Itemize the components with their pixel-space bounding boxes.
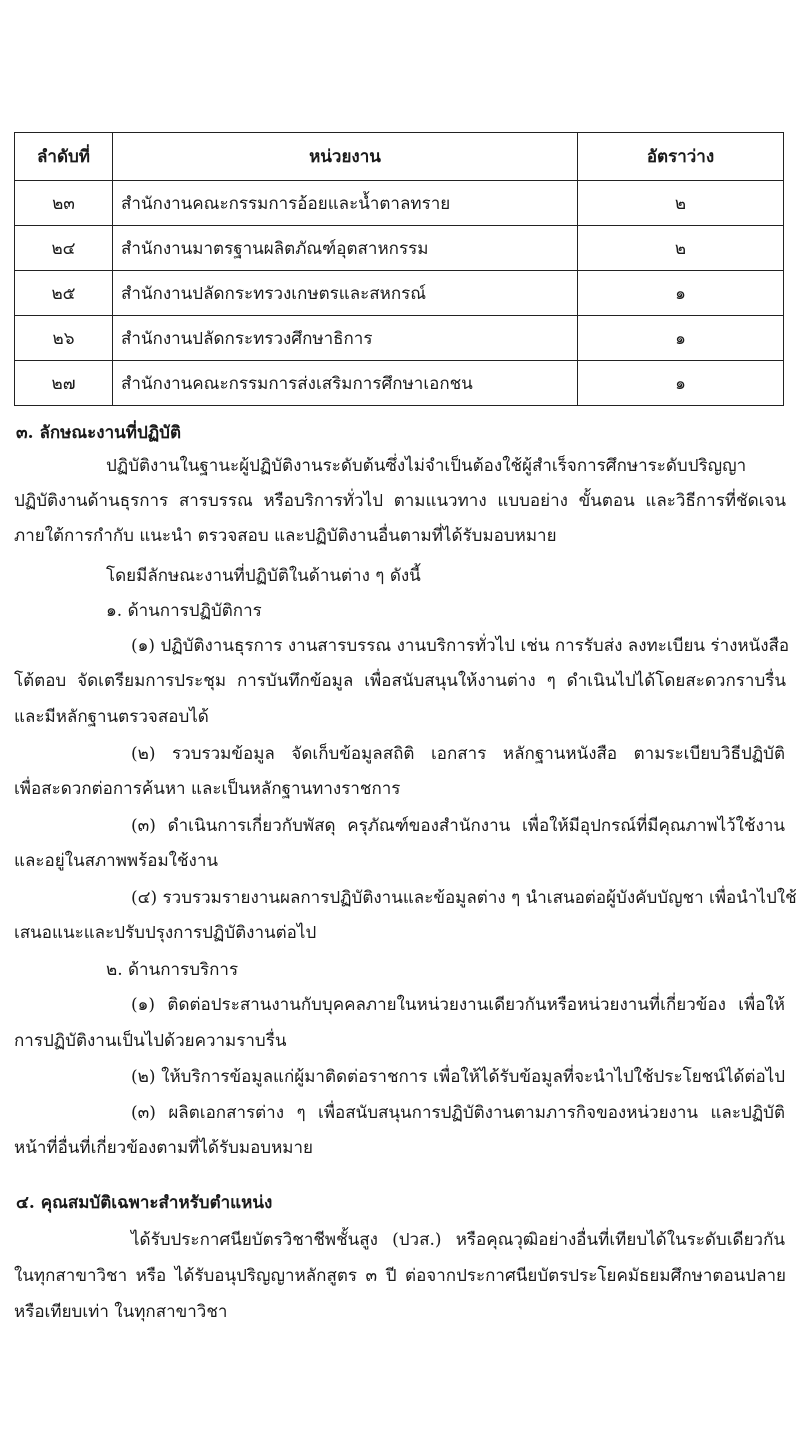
row-vacancy: ๑ (578, 316, 784, 361)
section-3-lead: โดยมีลักษณะงานที่ปฏิบัติในด้านต่าง ๆ ดังนี้ (106, 566, 421, 586)
table-row (15, 361, 784, 406)
row-unit: สำนักงานมาตรฐานผลิตภัณฑ์อุตสาหกรรม (113, 226, 578, 271)
section-3-heading: ๓. ลักษณะงานที่ปฏิบัติ (16, 423, 181, 443)
row-unit: สำนักงานปลัดกระทรวงเกษตรและสหกรณ์ (113, 271, 578, 316)
vacancy-table (14, 132, 784, 406)
operations-item-3-line: และอยู่ในสภาพพร้อมใช้งาน (14, 851, 218, 871)
operations-item-2-line: (๒) รวบรวมข้อมูล จัดเก็บข้อมูลสถิติ เอกสาร หลักฐานหนังสือ ตามระเบียบวิธีปฏิบัติ (131, 744, 785, 764)
section-4-line: หรือเทียบเท่า ในทุกสาขาวิชา (14, 1302, 228, 1322)
header-unit: หน่วยงาน (113, 133, 578, 181)
table-row (15, 181, 784, 226)
table-row (15, 226, 784, 271)
section-3-intro-line: ภายใต้การกำกับ แนะนำ ตรวจสอบ และปฏิบัติงานอื่นตามที่ได้รับมอบหมาย (14, 526, 557, 546)
table-header-row (15, 133, 784, 181)
row-vacancy: ๑ (578, 361, 784, 406)
subsection-services-title: ๒. ด้านการบริการ (106, 960, 239, 980)
services-item-3-line: หน้าที่อื่นที่เกี่ยวข้องตามที่ได้รับมอบหมาย (14, 1138, 313, 1158)
row-unit: สำนักงานคณะกรรมการส่งเสริมการศึกษาเอกชน (113, 361, 578, 406)
header-order: ลำดับที่ (15, 133, 113, 181)
table-row (15, 271, 784, 316)
operations-item-4-line: (๔) รวบรวมรายงานผลการปฏิบัติงานและข้อมูลต่าง ๆ นำเสนอต่อผู้บังคับบัญชา เพื่อนำไปใช้ (131, 888, 797, 908)
row-order: ๒๗ (15, 361, 113, 406)
operations-item-1-line: โต้ตอบ จัดเตรียมการประชุม การบันทึกข้อมูล เพื่อสนับสนุนให้งานต่าง ๆ ดำเนินไปได้โดยสะดวกราบรื่น (14, 671, 786, 691)
services-item-1-line: (๑) ติดต่อประสานงานกับบุคคลภายในหน่วยงานเดียวกันหรือหน่วยงานที่เกี่ยวข้อง เพื่อให้ (131, 995, 785, 1015)
operations-item-1-line: และมีหลักฐานตรวจสอบได้ (14, 707, 209, 727)
services-item-3-line: (๓) ผลิตเอกสารต่าง ๆ เพื่อสนับสนุนการปฏิบัติงานตามภารกิจของหน่วยงาน และปฏิบัติ (131, 1103, 785, 1123)
table-row (15, 316, 784, 361)
row-order: ๒๖ (15, 316, 113, 361)
row-order: ๒๔ (15, 226, 113, 271)
section-3-intro-line: ปฏิบัติงานในฐานะผู้ปฏิบัติงานระดับต้นซึ่งไม่จำเป็นต้องใช้ผู้สำเร็จการศึกษาระดับปริญญา (106, 456, 747, 476)
header-vacancy: อัตราว่าง (578, 133, 784, 181)
section-3-intro-line: ปฏิบัติงานด้านธุรการ สารบรรณ หรือบริการทั่วไป ตามแนวทาง แบบอย่าง ขั้นตอน และวิธีการที่ชัดเจน (14, 491, 786, 511)
services-item-1-line: การปฏิบัติงานเป็นไปด้วยความราบรื่น (14, 1031, 287, 1051)
section-4-line: ในทุกสาขาวิชา หรือ ได้รับอนุปริญญาหลักสูตร ๓ ปี ต่อจากประกาศนียบัตรประโยคมัธยมศึกษาตอนปลาย (14, 1266, 786, 1286)
operations-item-1-line: (๑) ปฏิบัติงานธุรการ งานสารบรรณ งานบริการทั่วไป เช่น การรับส่ง ลงทะเบียน ร่างหนังสือ (131, 636, 790, 656)
row-order: ๒๓ (15, 181, 113, 226)
row-vacancy: ๒ (578, 226, 784, 271)
row-order: ๒๕ (15, 271, 113, 316)
row-vacancy: ๒ (578, 181, 784, 226)
row-vacancy: ๑ (578, 271, 784, 316)
row-unit: สำนักงานปลัดกระทรวงศึกษาธิการ (113, 316, 578, 361)
row-unit: สำนักงานคณะกรรมการอ้อยและน้ำตาลทราย (113, 181, 578, 226)
operations-item-4-line: เสนอแนะและปรับปรุงการปฏิบัติงานต่อไป (14, 923, 317, 943)
subsection-operations-title: ๑. ด้านการปฏิบัติการ (106, 601, 262, 621)
operations-item-3-line: (๓) ดำเนินการเกี่ยวกับพัสดุ ครุภัณฑ์ของสำนักงาน เพื่อให้มีอุปกรณ์ที่มีคุณภาพไว้ใช้งาน (131, 816, 785, 836)
operations-item-2-line: เพื่อสะดวกต่อการค้นหา และเป็นหลักฐานทางราชการ (14, 779, 401, 799)
section-4-heading: ๔. คุณสมบัติเฉพาะสำหรับตำแหน่ง (16, 1193, 273, 1213)
section-4-line: ได้รับประกาศนียบัตรวิชาชีพชั้นสูง (ปวส.) หรือคุณวุฒิอย่างอื่นที่เทียบได้ในระดับเดียวกัน (131, 1230, 785, 1250)
services-item-2-line: (๒) ให้บริการข้อมูลแก่ผู้มาติดต่อราชการ เพื่อให้ได้รับข้อมูลที่จะนำไปใช้ประโยชน์ได้ต่อไป (131, 1067, 785, 1087)
